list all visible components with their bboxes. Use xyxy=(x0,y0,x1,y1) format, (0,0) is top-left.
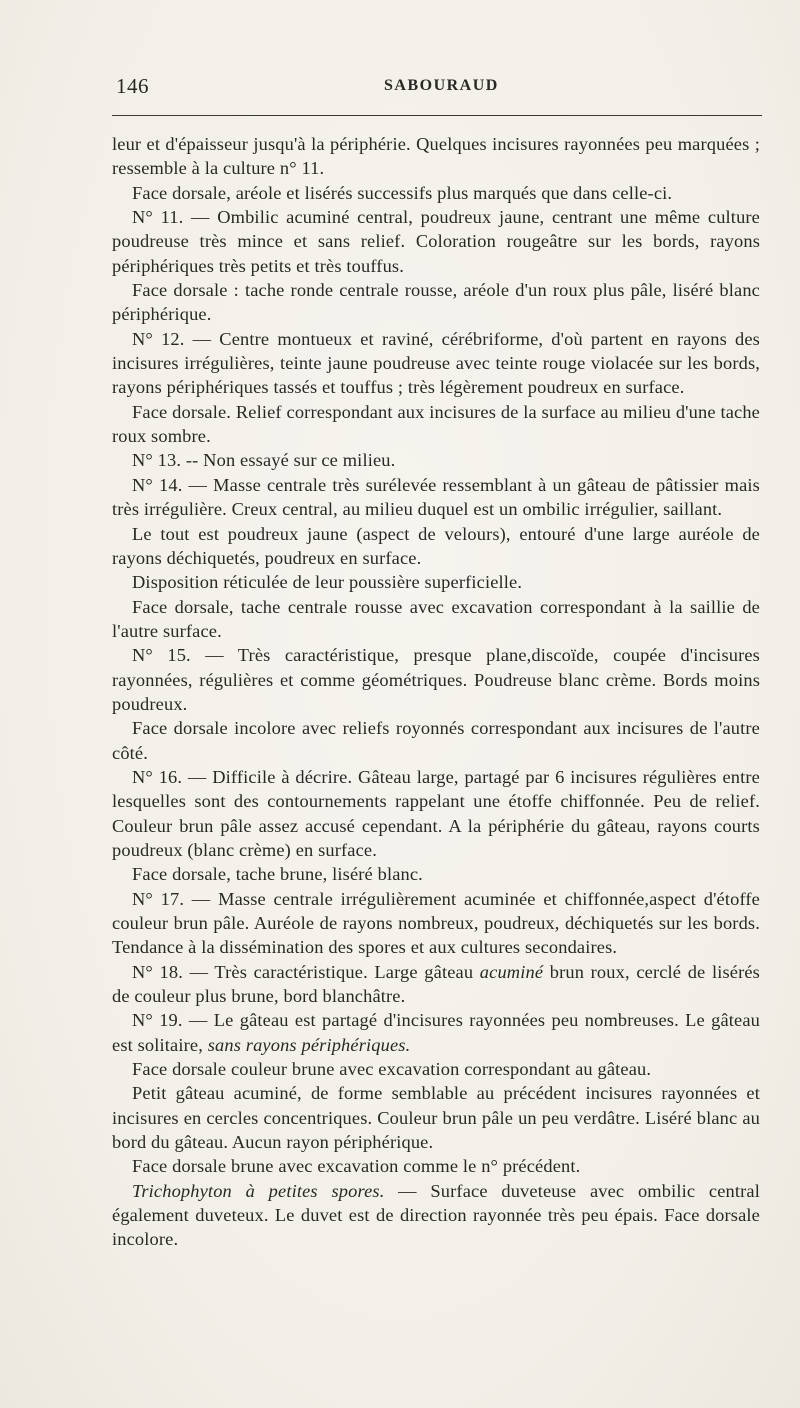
page-header xyxy=(112,74,760,104)
paragraph: leur et d'épaisseur jusqu'à la périphérie. Quelques incisures rayonnées peu marquées ; ressemble à la culture n° 11. xyxy=(112,134,760,179)
paragraph: Le tout est poudreux jaune (aspect de velours), entouré d'une large auréole de rayons déchiquetés, poudreux en surface. xyxy=(112,523,760,568)
paragraph: Face dorsale incolore avec reliefs royonnés correspondant aux incisures de l'autre côté. xyxy=(112,718,760,763)
paragraph: Disposition réticulée de leur poussière superficielle. xyxy=(132,572,523,593)
paragraph: Face dorsale, tache brune, liséré blanc. xyxy=(132,864,423,885)
paragraph: N° 16. — Difficile à décrire. Gâteau large, partagé par 6 incisures régulières entre lesquelles sont des contournements rappelant une étoffe chiffonnée. Peu de relief. Couleur brun pâle assez accusé cependant. A la périphérie du gâteau, rayons courts poudreux (blanc crème) en surface. xyxy=(112,766,760,860)
paragraph xyxy=(112,960,760,1009)
text-run: brun roux, cerclé de lisérés de couleur plus brune, bord blanchâtre. xyxy=(112,961,760,1007)
paragraph: Petit gâteau acuminé, de forme semblable au précédent incisures rayonnées et incisures en cercles concentriques. Couleur brun pâle un peu verdâtre. Liséré blanc au bord du gâteau. Aucun rayon périphérique. xyxy=(112,1083,760,1153)
page-number: 146 xyxy=(116,74,149,98)
paragraph: Face dorsale couleur brune avec excavation correspondant au gâteau. xyxy=(132,1059,652,1080)
paragraph: Face dorsale. Relief correspondant aux incisures de la surface au milieu d'une tache roux sombre. xyxy=(112,401,760,447)
paragraph: N° 11. — Ombilic acuminé central, poudreux jaune, centrant une même culture poudreuse très mince et sans relief. Coloration rougeâtre sur les bords, rayons périphériques très petits et très touffus. xyxy=(112,207,760,276)
paragraph: Face dorsale brune avec excavation comme le n° précédent. xyxy=(132,1156,581,1177)
paragraph: N° 17. — Masse centrale irrégulièrement acuminée et chiffonnée,aspect d'étoffe couleur brun pâle. Auréole de rayons nombreux, poudreux, déchiquetés sur les bords. Tendance à la dissémination des spores et aux cultures secondaires. xyxy=(112,888,760,958)
paragraph: N° 12. — Centre montueux et raviné, cérébriforme, d'où partent en rayons des incisures irrégulières, teinte jaune poudreuse avec teinte rouge violacée sur les bords, rayons périphériques tassés et touffus ; très légèrement poudreux en surface. xyxy=(112,328,760,398)
text-run: — Surface duveteuse avec ombilic central également duveteux. Le duvet est de direction rayonnée très peu épais. Face dorsale incolore. xyxy=(112,1180,760,1250)
text-run: N° 19. — Le gâteau est partagé d'incisures rayonnées peu nombreuses. Le gâteau est solitaire, xyxy=(112,1010,760,1055)
body-text xyxy=(112,132,760,1252)
paragraph: N° 13. -- Non essayé sur ce milieu. xyxy=(132,450,396,471)
paragraph: Face dorsale, tache centrale rousse avec excavation correspondant à la saillie de l'autre surface. xyxy=(112,596,760,641)
italic-run: sans rayons périphériques. xyxy=(207,1034,411,1055)
paragraph: N° 14. — Masse centrale très surélevée ressemblant à un gâteau de pâtissier mais très irrégulière. Creux central, au milieu duquel est un ombilic irrégulier, saillant. xyxy=(112,474,760,520)
paragraph xyxy=(112,1008,760,1057)
paragraph: N° 15. — Très caractéristique, presque plane,discoïde, coupée d'incisures rayonnées, régulières et comme géométriques. Poudreuse blanc crème. Bords moins poudreux. xyxy=(112,645,760,714)
paragraph: Face dorsale : tache ronde centrale rousse, aréole d'un roux plus pâle, liséré blanc périphérique. xyxy=(112,280,760,325)
header-rule xyxy=(112,115,762,116)
paragraph: Face dorsale, aréole et lisérés successifs plus marqués que dans celle-ci. xyxy=(132,182,673,203)
running-head: SABOURAUD xyxy=(384,77,499,94)
italic-run: acuminé xyxy=(479,961,544,982)
text-run: N° 18. — Très caractéristique. Large gâteau xyxy=(132,961,480,982)
paragraph xyxy=(112,1179,760,1252)
italic-run: Trichophyton à petites spores. xyxy=(132,1180,385,1201)
